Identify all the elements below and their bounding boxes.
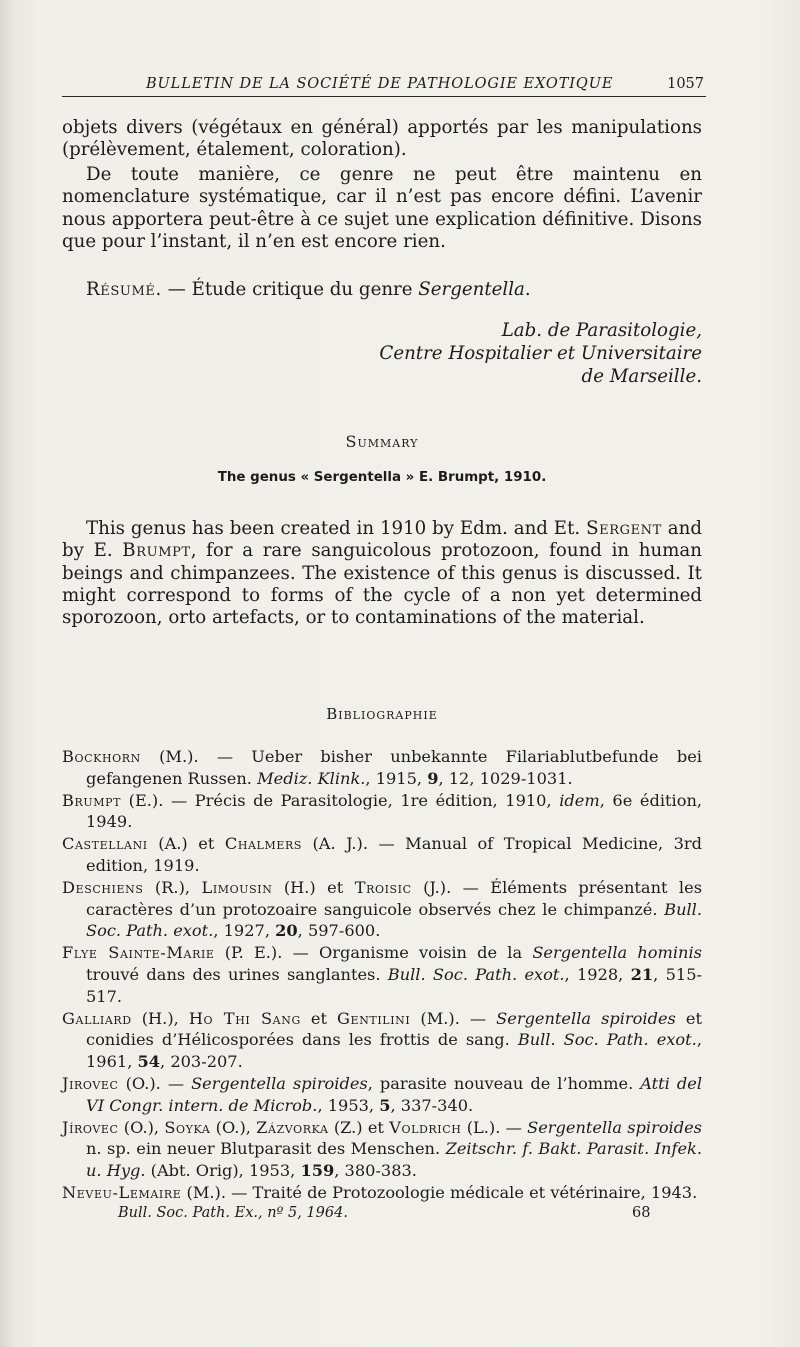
affiliation-line-2: Centre Hospitalier et Universitaire: [379, 343, 702, 364]
bib-entry: Brumpt (E.). — Précis de Parasitologie, 1re édition, 1910, idem, 6e édition, 1949.: [62, 790, 703, 832]
bib-entry: Galliard (H.), Ho Thi Sang et Gentilini (M.). — Sergentella spiroides et conidies d’Hélicosporées dans les frottis de sang. Bull. Soc. Path. exot., 1961, 54, 203-207.: [62, 1008, 702, 1072]
resume-label: Résumé.: [86, 279, 162, 300]
resume: Résumé. — Étude critique du genre Sergentella.: [86, 279, 531, 300]
running-header: [62, 74, 706, 97]
summary-subtitle: The genus « Sergentella » E. Brumpt, 1910.: [217, 470, 547, 485]
resume-genus: Sergentella: [418, 279, 525, 300]
footer-citation: Bull. Soc. Path. Ex., nº 5, 1964.: [118, 1205, 348, 1221]
summary-text: This genus has been created in 1910 by Edm. and Et. Sergent and by E. Brumpt, for a rare sanguicolous protozoon, found in human beings and chimpanzees. The existence of this genus is discussed. It might correspond to forms of the cycle of a non yet determined sporozoon, orto artefacts, or to contaminations of the material.: [62, 518, 703, 629]
page-number: 1057: [667, 76, 704, 92]
bib-entry: Castellani (A.) et Chalmers (A. J.). — Manual of Tropical Medicine, 3rd edition, 1919.: [62, 834, 702, 875]
bib-entry: Deschiens (R.), Limousin (H.) et Troisic (J.). — Éléments présentant les caractères d’un protozoaire sanguicole observés chez le chimpanzé. Bull. Soc. Path. exot., 1927, 20, 597-600.: [62, 877, 702, 941]
journal-title: BULLETIN DE LA SOCIÉTÉ DE PATHOLOGIE EXOTIQUE: [146, 76, 614, 92]
affiliation-line-1: Lab. de Parasitologie,: [501, 320, 702, 341]
bibliography-heading: Bibliographie: [326, 705, 438, 723]
bib-entry: Flye Sainte-Marie (P. E.). — Organisme voisin de la Sergentella hominis trouvé dans des urines sanglantes. Bull. Soc. Path. exot., 1928, 21, 515-517.: [62, 943, 702, 1006]
paragraph-2: De toute manière, ce genre ne peut être maintenu en nomenclature systématique, car il n’est pas encore défini. L’avenir nous apportera peut-être à ce sujet une explication définitive. Disons que pour l’instant, il n’en est encore rien.: [62, 164, 702, 252]
bib-entry: Neveu-Lemaire (M.). — Traité de Protozoologie médicale et vétérinaire, 1943.: [62, 1182, 698, 1202]
bib-entry: Bockhorn (M.). — Ueber bisher unbekannte Filariablutbefunde bei gefangenen Russen. Mediz. Klink., 1915, 9, 12, 1029-1031.: [62, 747, 702, 788]
paragraph-1: objets divers (végétaux en général) apportés par les manipulations (prélèvement, étalement, coloration).: [62, 117, 702, 161]
footer-sheet-number: 68: [632, 1205, 651, 1221]
affiliation: [62, 320, 702, 390]
bib-entry: Jírovec (O.), Soyka (O.), Zázvorka (Z.) et Voldrich (L.). — Sergentella spiroides n. sp. ein neuer Blutparasit des Menschen. Zeitschr. f. Bakt. Parasit. Infek. u. Hyg. (Abt. Orig), 1953, 159, 380-383.: [62, 1117, 702, 1181]
bib-entry: Jirovec (O.). — Sergentella spiroides, parasite nouveau de l’homme. Atti del VI Congr. intern. de Microb., 1953, 5, 337-340.: [62, 1073, 703, 1115]
bibliography-list: [62, 746, 702, 1204]
summary-heading: Summary: [345, 432, 419, 451]
affiliation-line-3: de Marseille.: [581, 366, 702, 387]
